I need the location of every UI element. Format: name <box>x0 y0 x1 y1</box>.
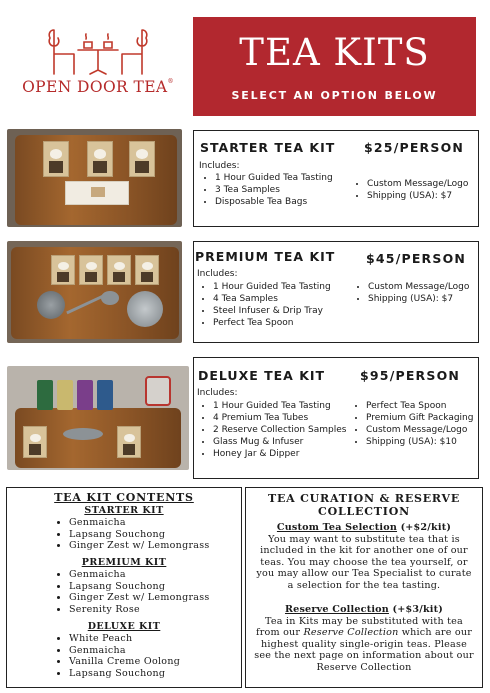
list-item: • Shipping (USA): $7 <box>368 293 490 305</box>
kit-name: PREMIUM TEA KIT <box>195 249 336 264</box>
list-item: • Honey Jar & Dipper <box>213 448 363 460</box>
list-item: • Disposable Tea Bags <box>215 196 375 208</box>
deluxe-kit-photo <box>7 366 189 470</box>
list-item: • Perfect Tea Spoon <box>366 400 490 412</box>
list-item: • Lapsang Souchong <box>69 668 259 680</box>
tea-list <box>51 633 259 679</box>
custom-selection-heading: Custom Tea Selection <box>276 522 398 533</box>
list-item: • 1 Hour Guided Tea Tasting <box>213 281 373 293</box>
premium-kit-card <box>193 241 479 343</box>
reserve-collection-text: Reserve Collection (+$3/kit) Tea in Kits may be substituted with tea from our Reserve Collection which are our highest quality single-origin teas. Please see the next page on information about our Reserve Collection <box>254 604 474 673</box>
kit-price: $95/PERSON <box>360 368 461 383</box>
list-item: • Custom Message/Logo <box>367 178 490 190</box>
list-item: • 4 Premium Tea Tubes <box>213 412 363 424</box>
kit-items-left <box>194 400 363 460</box>
group-heading: STARTER KIT <box>84 505 164 516</box>
tea-list <box>51 517 259 552</box>
kit-items-right <box>347 400 490 448</box>
list-item: • 3 Tea Samples <box>215 184 375 196</box>
section-title: TEA KIT CONTENTS <box>54 491 194 504</box>
kit-items-right <box>348 178 490 202</box>
list-item: • 1 Hour Guided Tea Tasting <box>213 400 363 412</box>
list-item: • Lapsang Souchong <box>69 581 259 593</box>
kit-items-right <box>349 281 490 305</box>
list-item: • Vanilla Creme Oolong <box>69 656 259 668</box>
reserve-collection-heading: Reserve Collection <box>284 604 389 615</box>
list-item: • Genmaicha <box>69 569 259 581</box>
cafe-table-icon <box>40 24 156 78</box>
list-item: • White Peach <box>69 633 259 645</box>
list-item: • Ginger Zest w/ Lemongrass <box>69 540 259 552</box>
kit-price: $45/PERSON <box>366 251 467 266</box>
list-item: • Custom Message/Logo <box>366 424 490 436</box>
brand-name: OPEN DOOR TEA® <box>22 78 174 96</box>
deluxe-kit-card <box>193 357 479 479</box>
kit-items-left <box>194 281 373 329</box>
list-item: • Serenity Rose <box>69 604 259 616</box>
tea-list <box>51 569 259 615</box>
page-subtitle: SELECT AN OPTION BELOW <box>231 89 438 102</box>
tea-kit-contents-panel <box>6 487 242 688</box>
group-heading: PREMIUM KIT <box>81 557 167 568</box>
page-title: TEA KITS <box>239 31 430 74</box>
kit-name: STARTER TEA KIT <box>200 140 336 155</box>
section-title: TEA CURATION & RESERVE COLLECTION <box>267 492 461 518</box>
list-item: • Premium Gift Packaging <box>366 412 490 424</box>
includes-label: Includes: <box>197 388 238 398</box>
starter-kit-card <box>193 130 479 227</box>
list-item: • 2 Reserve Collection Samples <box>213 424 363 436</box>
starter-kit-photo <box>7 129 182 227</box>
kit-price: $25/PERSON <box>364 140 465 155</box>
list-item: • Shipping (USA): $7 <box>367 190 490 202</box>
group-heading: DELUXE KIT <box>87 621 161 632</box>
list-item: • 1 Hour Guided Tea Tasting <box>215 172 375 184</box>
list-item: • Glass Mug & Infuser <box>213 436 363 448</box>
list-item: • Steel Infuser & Drip Tray <box>213 305 373 317</box>
list-item: • Lapsang Souchong <box>69 529 259 541</box>
list-item: • 4 Tea Samples <box>213 293 373 305</box>
list-item: • Shipping (USA): $10 <box>366 436 490 448</box>
premium-kit-photo <box>7 241 182 343</box>
list-item: • Perfect Tea Spoon <box>213 317 373 329</box>
kit-name: DELUXE TEA KIT <box>198 368 326 383</box>
includes-label: Includes: <box>199 161 240 171</box>
includes-label: Includes: <box>197 269 238 279</box>
list-item: • Custom Message/Logo <box>368 281 490 293</box>
title-banner <box>193 17 476 116</box>
open-door-tea-logo <box>18 22 178 100</box>
list-item: • Ginger Zest w/ Lemongrass <box>69 592 259 604</box>
custom-selection-text: Custom Tea Selection (+$2/kit) You may want to substitute tea that is included in the kit for another one of our teas. You may choose the tea yourself, or you may allow our Tea Specialist to curate a selection for the tea tasting. <box>256 522 472 591</box>
tea-curation-panel <box>245 487 483 688</box>
list-item: • Genmaicha <box>69 645 259 657</box>
list-item: • Genmaicha <box>69 517 259 529</box>
